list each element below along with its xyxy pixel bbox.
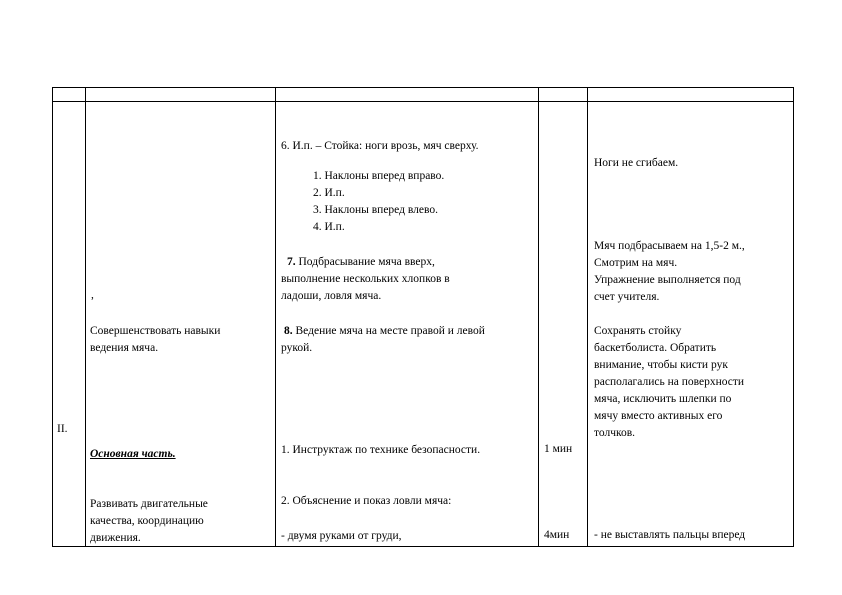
goal2-line3: движения. xyxy=(90,532,141,544)
exercise-7-number: 7. xyxy=(287,256,296,268)
catch-explanation: 2. Объяснение и показ ловли мяча: xyxy=(281,495,452,507)
exercise-6-item-3: 3. Наклоны вперед влево. xyxy=(313,204,438,216)
goal2-line1: Развивать двигательные xyxy=(90,498,208,510)
comma-mark: , xyxy=(91,289,94,301)
note-4: - не выставлять пальцы вперед xyxy=(594,529,746,541)
note-3-line5: мяча, исключить шлепки по xyxy=(594,393,732,405)
exercise-7-line1 xyxy=(287,254,435,271)
note-2-line1: Мяч подбрасываем на 1,5-2 м., xyxy=(594,240,745,252)
exercise-8-line2: рукой. xyxy=(281,342,313,354)
col-border-2 xyxy=(85,87,86,547)
note-1: Ноги не сгибаем. xyxy=(594,157,679,169)
catch-chest: - двумя руками от груди, xyxy=(281,530,402,542)
col-border-3 xyxy=(275,87,276,547)
note-3-line1: Сохранять стойку xyxy=(594,325,682,337)
duration-2: 4мин xyxy=(544,529,570,541)
goal1-line1: Совершенствовать навыки xyxy=(90,325,221,337)
exercise-7-text: Подбрасывание мяча вверх, xyxy=(295,256,435,268)
note-3-line7: толчков. xyxy=(594,427,636,439)
header-row-border xyxy=(52,101,793,102)
duration-1: 1 мин xyxy=(544,443,573,455)
note-2-line2: Смотрим на мяч. xyxy=(594,257,678,269)
col-border-1 xyxy=(52,87,53,547)
note-3-line3: внимание, чтобы кисти рук xyxy=(594,359,728,371)
exercise-6-item-1: 1. Наклоны вперед вправо. xyxy=(313,170,445,182)
exercise-6-item-2: 2. И.п. xyxy=(313,187,345,199)
safety-briefing: 1. Инструктаж по технике безопасности. xyxy=(281,444,481,456)
col-border-6 xyxy=(793,87,794,547)
exercise-6: 6. И.п. – Стойка: ноги врозь, мяч сверху. xyxy=(281,140,479,152)
goal1-line2: ведения мяча. xyxy=(90,342,159,354)
col-border-4 xyxy=(538,87,539,547)
section-number: II. xyxy=(57,423,68,435)
exercise-6-item-4: 4. И.п. xyxy=(313,221,345,233)
main-part-heading: Основная часть. xyxy=(90,448,176,460)
exercise-7-line3: ладоши, ловля мяча. xyxy=(281,290,382,302)
note-2-line3: Упражнение выполняется под xyxy=(594,274,741,286)
note-3-line2: баскетболиста. Обратить xyxy=(594,342,717,354)
exercise-7-line2: выполнение нескольких хлопков в xyxy=(281,273,450,285)
exercise-8-line1 xyxy=(284,323,485,340)
note-3-line6: мячу вместо активных его xyxy=(594,410,723,422)
exercise-8-number: 8. xyxy=(284,325,293,337)
exercise-8-text: Ведение мяча на месте правой и левой xyxy=(292,325,485,337)
note-3-line4: располагались на поверхности xyxy=(594,376,745,388)
table-top-border xyxy=(52,87,793,88)
table-bottom-border xyxy=(52,546,793,547)
goal2-line2: качества, координацию xyxy=(90,515,204,527)
col-border-5 xyxy=(587,87,588,547)
note-2-line4: счет учителя. xyxy=(594,291,660,303)
